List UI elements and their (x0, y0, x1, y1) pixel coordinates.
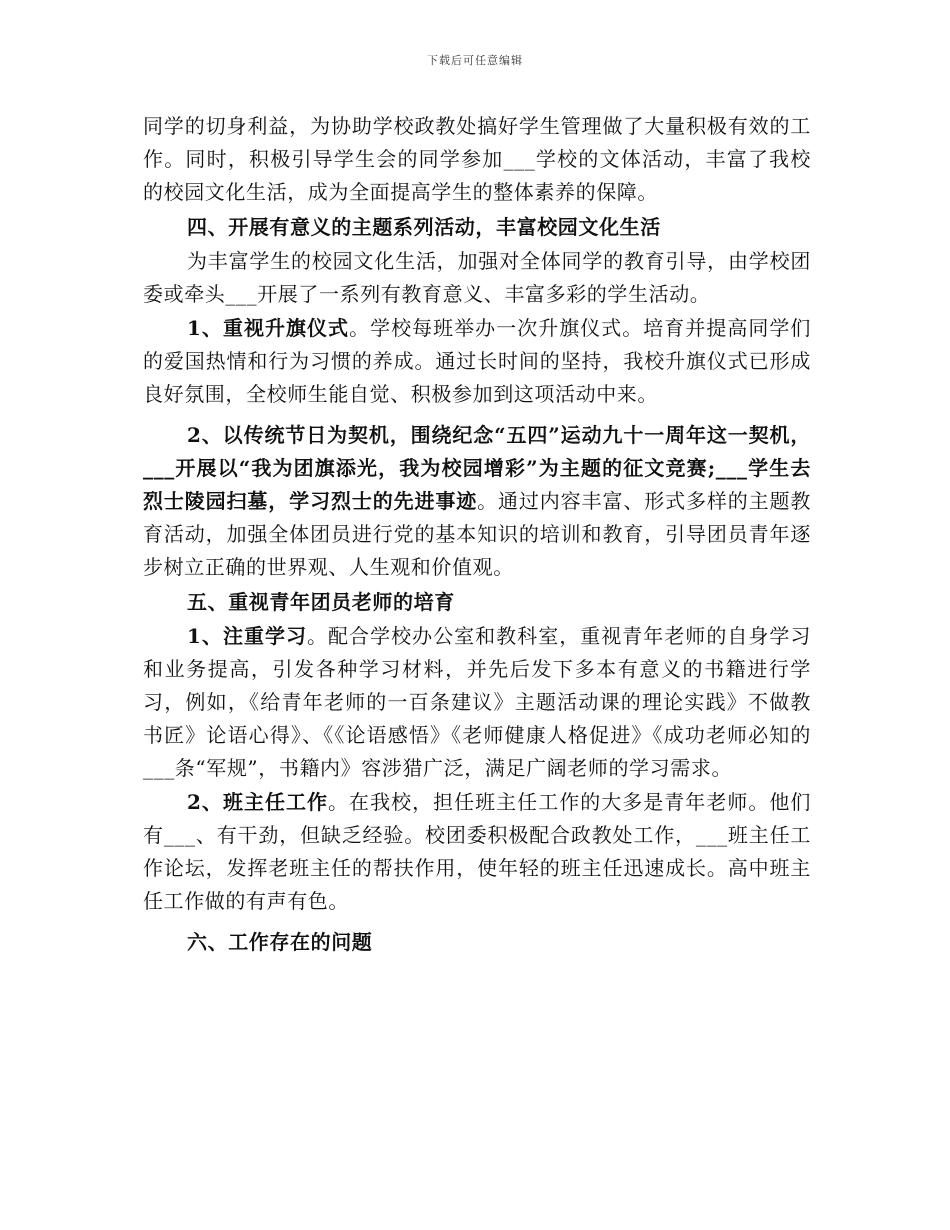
item-body-traditional-festival: 。通过内容丰富、形式多样的主题教育活动，加强全体团员进行党的基本知识的培训和教育，引导团员青年逐步树立正确的世界观、人生观和价值观。 (143, 489, 811, 579)
section-heading-5: 五、重视青年团员老师的培育 (187, 590, 455, 614)
item-title-flag-ceremony: 1、重视升旗仪式 (187, 316, 350, 340)
item-body-study: 。配合学校办公室和教科室，重视青年老师的自身学习和业务提高，引发各种学习材料，并先后发下多本有意义的书籍进行学习，例如，《给青年老师的一百条建议》主题活动课的理论实践》不做教书匠》论语心得》、《《论语感悟》《老师健康人格促进》《成功老师必知的___条“军规”，书籍内》容涉猎广泛，满足广阔老师的学习需求。 (143, 624, 811, 780)
paragraph-activities-intro: 为丰富学生的校园文化生活，加强对全体同学的教育引导，由学校团委或牵头___开展了一系列有教育意义、丰富多彩的学生活动。 (143, 249, 811, 306)
item-title-traditional-festival: 2、以传统节日为契机，围绕纪念“五四”运动九十一周年这一契机，___开展以“我为团旗添光，我为校园增彩”为主题的征文竞赛;___学生去烈士陵园扫墓，学习烈士的先进事迹 (143, 423, 811, 513)
section-heading-6: 六、工作存在的问题 (187, 930, 373, 954)
paragraph-traditional-festival (143, 419, 811, 584)
paragraph-study (143, 620, 811, 785)
item-body-flag-ceremony: 。学校每班举办一次升旗仪式。培育并提高同学们的爱国热情和行为习惯的养成。通过长时间的坚持，我校升旗仪式已形成良好氛围，全校师生能自觉、积极参加到这项活动中来。 (143, 316, 812, 406)
document-body (143, 110, 811, 960)
item-title-study: 1、注重学习 (187, 624, 308, 648)
item-body-head-teacher: 。在我校，担任班主任工作的大多是青年老师。他们有___、有干劲，但缺乏经验。校团委积极配合政教处工作，___班主任工作论坛，发挥老班主任的帮扶作用，使年轻的班主任迅速成长。高中班主任工作做的有声有色。 (143, 790, 811, 913)
paragraph-head-teacher (143, 786, 811, 918)
page-header: 下载后可任意编辑 (427, 54, 523, 67)
paragraph-flag-ceremony (143, 312, 811, 411)
paragraph-student-union: 同学的切身利益，为协助学校政教处搞好学生管理做了大量积极有效的工作。同时，积极引导学生会的同学参加___学校的文体活动，丰富了我校的校园文化生活，成为全面提高学生的整体素养的保障。 (143, 114, 811, 204)
section-heading-4: 四、开展有意义的主题系列活动，丰富校园文化生活 (187, 215, 661, 239)
item-title-head-teacher: 2、班主任工作 (187, 790, 329, 814)
